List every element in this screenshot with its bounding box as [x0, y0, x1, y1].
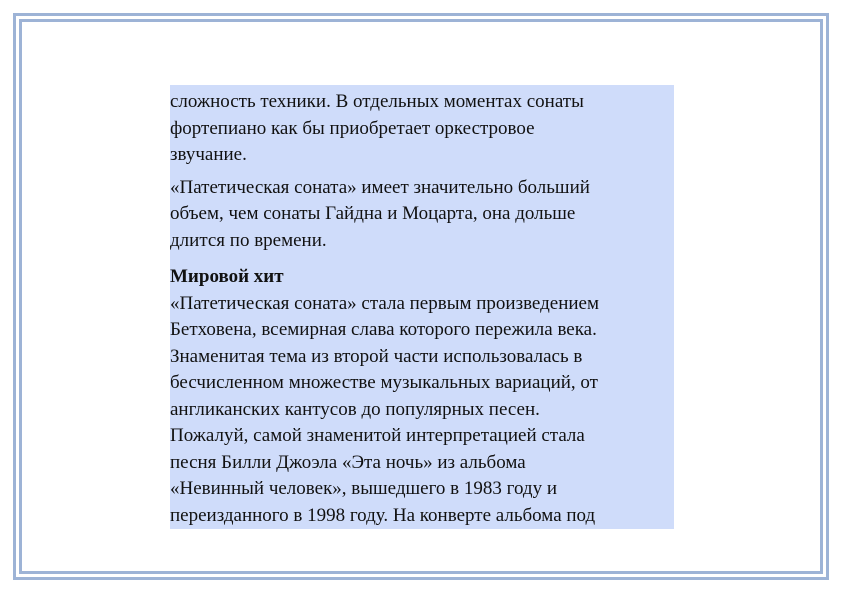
paragraph-1: сложность техники. В отдельных моментах сонаты фортепиано как бы приобретает оркестровое звучание. — [170, 91, 584, 165]
paragraph-2: «Патетическая соната» имеет значительно больший объем, чем сонаты Гайдна и Моцарта, она дольше длится по времени. — [170, 176, 590, 251]
text-panel — [170, 85, 674, 529]
paragraph-3: «Патетическая соната» стала первым произведением Бетховена, всемирная слава которого пережила века. Знаменитая тема из второй части использовалась в бесчисленном множестве музыкальных вариаций, от англиканских кантусов до популярных песен. Пожалуй, самой знаменитой интерпретацией стала песня Билли Джоэла «Эта ночь» из альбома «Невинный человек», вышедшего в 1983 году и переизданного в 1998 году. На конверте альбома под — [170, 292, 600, 526]
section-heading: Мировой хит — [170, 266, 284, 287]
